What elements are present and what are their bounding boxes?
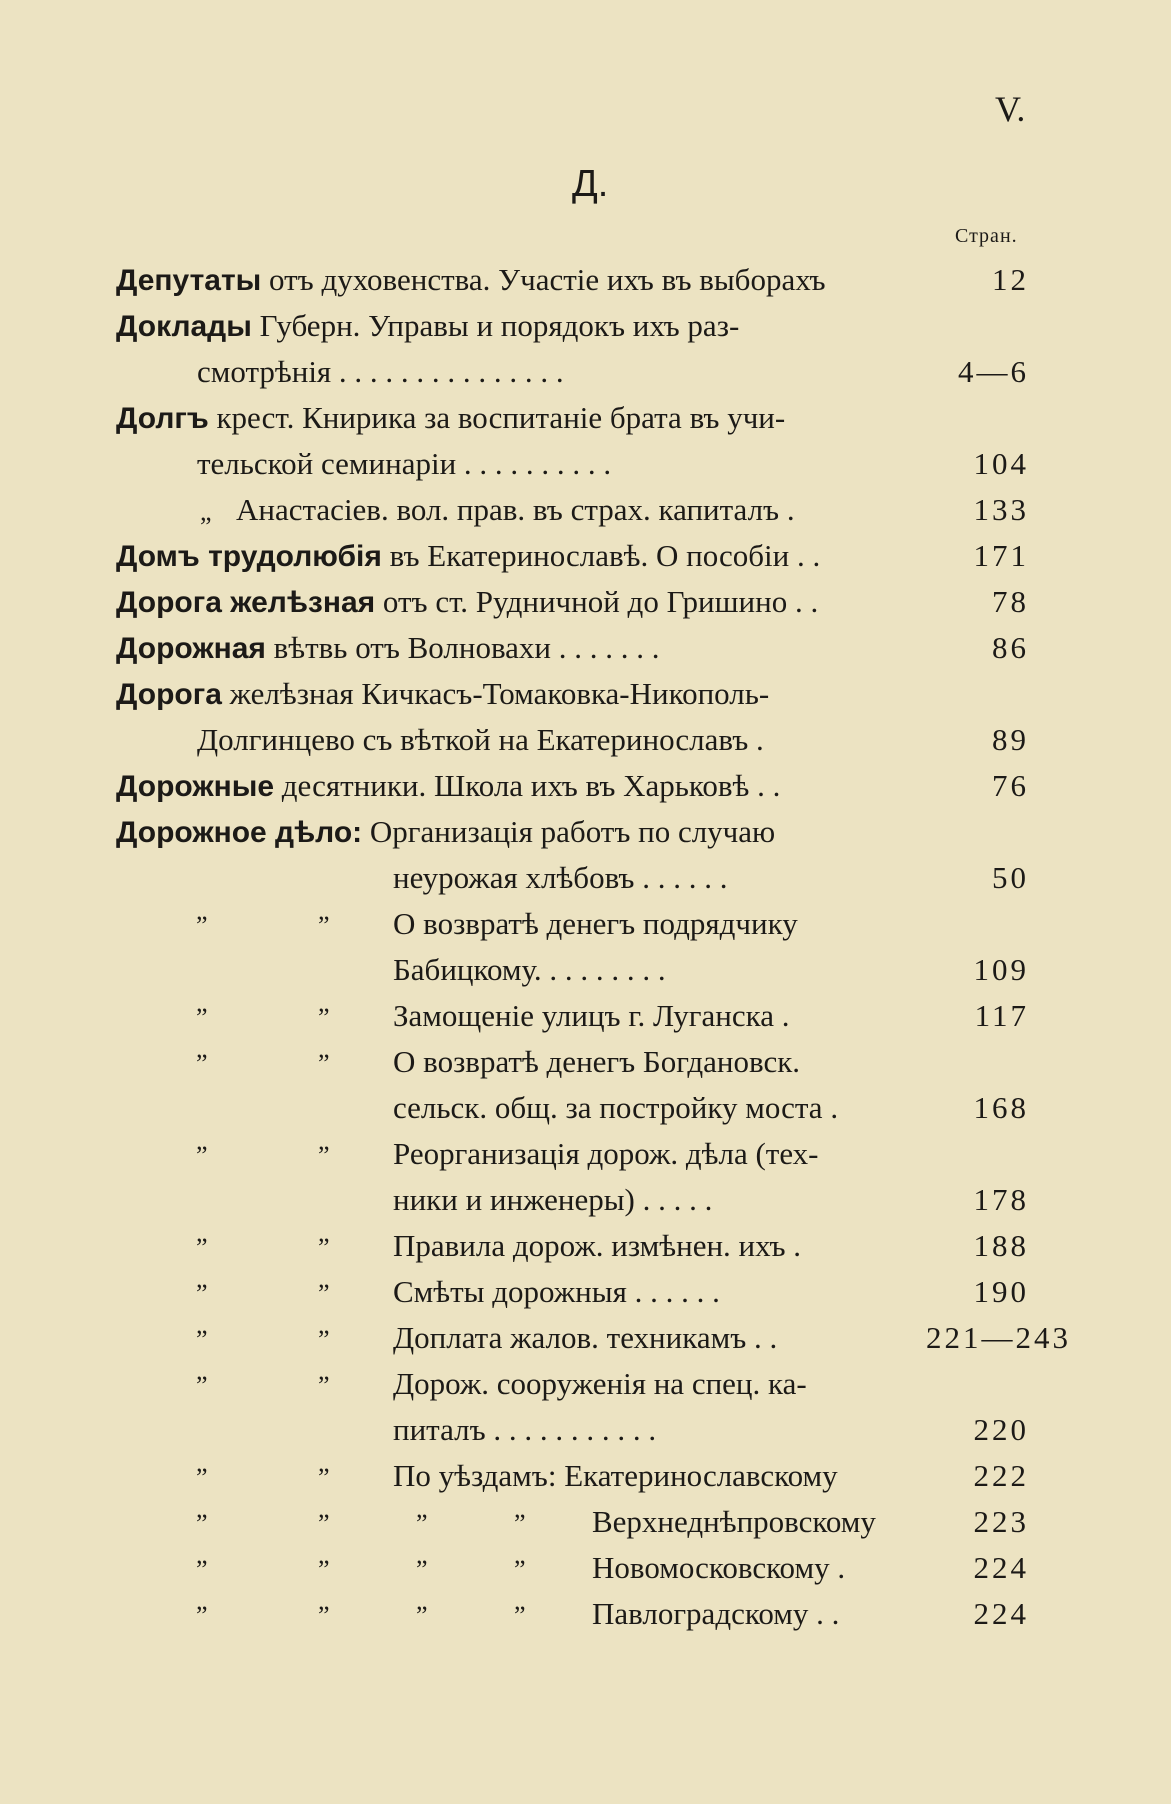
index-entry-line: Новомосковскому . — [592, 1550, 846, 1585]
entry-text: желѣзная Кичкасъ-Томаковка-Никополь- — [221, 676, 770, 711]
entry-page-number: 224 — [973, 1550, 1029, 1585]
ditto-mark: ” — [196, 1371, 208, 1400]
entry-headword: Дорожное дѣло: — [116, 816, 363, 849]
ditto-mark: ” — [318, 1601, 330, 1630]
entry-page-number: 190 — [973, 1274, 1029, 1309]
index-entry-line — [116, 764, 780, 808]
entry-page-number: 171 — [973, 538, 1029, 573]
index-entry-line: Реорганизація дорож. дѣла (тех- — [393, 1136, 819, 1171]
ditto-mark: ” — [514, 1601, 526, 1630]
index-entry-line: Смѣты дорожныя . . . . . . — [393, 1274, 720, 1309]
page-column-header: Стран. — [955, 225, 1018, 247]
ditto-mark: ” — [196, 1233, 208, 1262]
entry-page-number: 86 — [992, 630, 1029, 665]
entry-continuation: Бабицкому. . . . . . . . . — [393, 952, 666, 987]
index-entry-line: Правила дорож. измѣнен. ихъ . — [393, 1228, 801, 1263]
ditto-mark: ” — [416, 1555, 428, 1584]
ditto-mark: ” — [196, 1141, 208, 1170]
index-entry-line — [116, 580, 818, 624]
entry-text: Губерн. Управы и порядокъ ихъ раз- — [251, 308, 740, 343]
entry-headword: Дорога — [116, 678, 222, 711]
entry-continuation: ники и инженеры) . . . . . — [393, 1182, 713, 1217]
ditto-mark: ” — [196, 1509, 208, 1538]
index-entry-line: Павлоградскому . . — [592, 1596, 840, 1631]
entry-page-number: 224 — [973, 1596, 1029, 1631]
ditto-mark: ” — [196, 1601, 208, 1630]
ditto-mark: ” — [196, 1463, 208, 1492]
entry-text: въ Екатеринославѣ. О пособіи . . — [381, 538, 821, 573]
entry-page-number: 220 — [973, 1412, 1029, 1447]
entry-page-number: 223 — [973, 1504, 1029, 1539]
entry-page-number: 109 — [973, 952, 1029, 987]
index-entry-line: Доплата жалов. техникамъ . . — [393, 1320, 778, 1355]
entry-headword: Домъ трудолюбія — [116, 540, 382, 573]
ditto-mark: „ — [200, 497, 212, 526]
entry-headword: Долгъ — [116, 402, 209, 435]
index-entry-line: О возвратѣ денегъ подрядчику — [393, 906, 798, 941]
entry-page-number: 188 — [973, 1228, 1029, 1263]
entry-page-number: 133 — [973, 492, 1029, 527]
index-entry-line — [116, 396, 785, 440]
entry-text: отъ ст. Рудничной до Гришино . . — [375, 584, 819, 619]
ditto-mark: ” — [318, 1555, 330, 1584]
ditto-mark: ” — [318, 1371, 330, 1400]
entry-continuation: смотрѣнія . . . . . . . . . . . . . . . — [197, 354, 564, 389]
entry-continuation: Долгинцево съ вѣткой на Екатеринославъ . — [197, 722, 764, 757]
ditto-mark: ” — [318, 1003, 330, 1032]
ditto-mark: ” — [318, 1509, 330, 1538]
entry-text: отъ духовенства. Участіе ихъ въ выборахъ — [261, 262, 826, 297]
entry-page-number: 78 — [992, 584, 1029, 619]
index-entry-line — [116, 534, 820, 578]
ditto-mark: ” — [514, 1555, 526, 1584]
entry-headword: Дорога желѣзная — [116, 586, 376, 619]
ditto-mark: ” — [196, 1555, 208, 1584]
entry-page-number: 221—243 — [926, 1320, 1071, 1355]
index-entry-line: Замощеніе улицъ г. Луганска . — [393, 998, 790, 1033]
entry-page-number: 104 — [973, 446, 1029, 481]
index-entry-line — [116, 258, 826, 302]
entry-page-number: 76 — [992, 768, 1029, 803]
entry-text: десятники. Школа ихъ въ Харьковѣ . . — [274, 768, 781, 803]
ditto-mark: ” — [514, 1509, 526, 1538]
index-entry-line: По уѣздамъ: Екатеринославскому — [393, 1458, 838, 1493]
ditto-mark: ” — [196, 1049, 208, 1078]
ditto-mark: ” — [196, 1003, 208, 1032]
section-letter: Д. — [572, 163, 609, 205]
entry-page-number: 168 — [973, 1090, 1029, 1125]
index-entry-line — [116, 672, 769, 716]
ditto-mark: ” — [318, 1141, 330, 1170]
entry-text: Организація работъ по случаю — [362, 814, 776, 849]
index-entry-line: Дорож. сооруженія на спец. ка- — [393, 1366, 807, 1401]
entry-text: крест. Книрика за воспитаніе брата въ учи- — [208, 400, 786, 435]
page-number: V. — [995, 89, 1026, 129]
ditto-mark: ” — [318, 1049, 330, 1078]
entry-headword: Доклады — [116, 310, 252, 343]
entry-page-number: 12 — [992, 262, 1029, 297]
index-entry-line — [116, 626, 660, 670]
index-entry-line: Верхнеднѣпровскому — [592, 1504, 876, 1539]
ditto-mark: ” — [318, 1463, 330, 1492]
entry-headword: Дорожная — [116, 632, 266, 665]
entry-page-number: 4—6 — [958, 354, 1029, 389]
index-entry-line: Анастасіев. вол. прав. въ страх. капиталъ . — [236, 492, 795, 527]
ditto-mark: ” — [318, 1325, 330, 1354]
entry-page-number: 89 — [992, 722, 1029, 757]
entry-page-number: 222 — [973, 1458, 1029, 1493]
ditto-mark: ” — [196, 911, 208, 940]
ditto-mark: ” — [318, 911, 330, 940]
ditto-mark: ” — [318, 1279, 330, 1308]
entry-continuation: тельской семинаріи . . . . . . . . . . — [197, 446, 612, 481]
ditto-mark: ” — [196, 1279, 208, 1308]
ditto-mark: ” — [318, 1233, 330, 1262]
entry-page-number: 178 — [973, 1182, 1029, 1217]
entry-text: вѣтвь отъ Волновахи . . . . . . . — [265, 630, 660, 665]
entry-page-number: 50 — [992, 860, 1029, 895]
ditto-mark: ” — [416, 1509, 428, 1538]
entry-page-number: 117 — [974, 998, 1029, 1033]
entry-continuation: сельск. общ. за постройку моста . — [393, 1090, 839, 1125]
entry-continuation: неурожая хлѣбовъ . . . . . . — [393, 860, 728, 895]
entry-headword: Депутаты — [116, 264, 262, 297]
ditto-mark: ” — [196, 1325, 208, 1354]
entry-continuation: питалъ . . . . . . . . . . . — [393, 1412, 657, 1447]
ditto-mark: ” — [416, 1601, 428, 1630]
entry-headword: Дорожные — [116, 770, 275, 803]
index-entry-line — [116, 810, 775, 854]
index-entry-line: О возвратѣ денегъ Богдановск. — [393, 1044, 801, 1079]
index-entry-line — [116, 304, 739, 348]
